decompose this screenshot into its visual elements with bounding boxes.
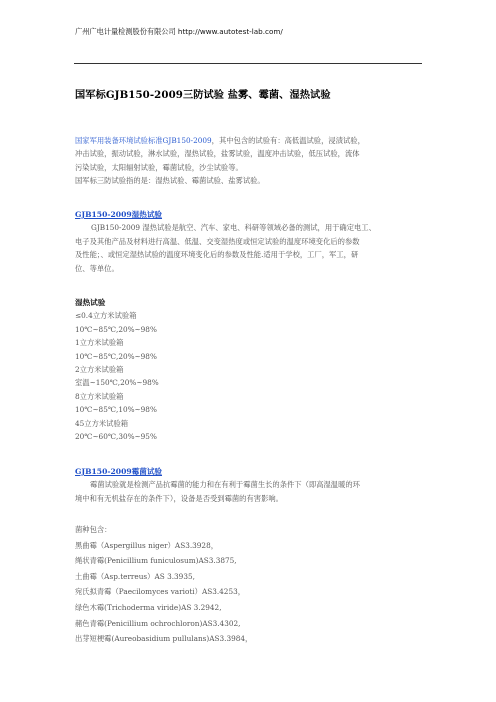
strain-item: 赭色青霉(Penicillium ochrochloron)AS3.4302, xyxy=(75,618,241,628)
humid-list-heading: 湿热试验 xyxy=(75,298,106,307)
chamber-item: 2立方米试验箱 xyxy=(75,365,124,375)
humid-para-line-2: 电子及其他产品及材料进行高温、低温、交变湿热度或恒定试验的温度环境变化后的参数 xyxy=(75,236,360,246)
intro-line-1 xyxy=(75,134,365,147)
strain-list-heading: 菌种包含： xyxy=(75,525,112,534)
humid-test-section xyxy=(75,208,376,275)
chamber-item: 8立方米试验箱 xyxy=(75,391,124,401)
humid-para-line-3: 及性能；、或恒定湿热试验的温度环境变化后的参数及性能.适用于学校，工厂，军工，研 xyxy=(75,250,359,260)
humid-test-heading-link[interactable]: GJB150-2009湿热试验 xyxy=(75,210,163,219)
intro-line-1-text: ，其中包含的试验有：高低温试验，浸渍试验， xyxy=(211,136,365,145)
mold-test-heading-link[interactable]: GJB150-2009霉菌试验 xyxy=(75,467,163,476)
intro-line-3: 污染试验，太阳辐射试验，霉菌试验，沙尘试验等。 xyxy=(75,162,243,172)
chamber-item: 45立方米试验箱 xyxy=(75,418,129,428)
humid-chamber-list xyxy=(75,296,159,443)
mold-para-line-2: 境中和有无机盐存在的条件下），设备是否受到霉菌的有害影响。 xyxy=(75,493,283,503)
chamber-item: 10℃~85℃,10%~98% xyxy=(75,405,157,415)
strain-item: 宛氏拟青霉（Paecilomyces varioti）AS3.4253， xyxy=(75,587,246,597)
humid-para-line-1: GJB150-2009 湿热试验是航空、汽车、家电、科研等领域必备的测试，用于确定电工、 xyxy=(91,223,376,233)
strain-item: 绿色木霉(Trichoderma viride)AS 3.2942, xyxy=(75,602,222,612)
strain-item: 黑曲霉（Aspergillus niger）AS3.3928， xyxy=(75,540,219,550)
chamber-item: ≤0.4立方米试验箱 xyxy=(75,311,137,321)
chamber-item: 10℃~85℃,20%~98% xyxy=(75,324,157,334)
header-divider xyxy=(74,63,422,64)
chamber-item: 1立方米试验箱 xyxy=(75,338,124,348)
document-title: 国军标GJB150-2009三防试验 盐雾、霉菌、湿热试验 xyxy=(75,89,331,101)
intro-line-2: 冲击试验，振动试验，淋水试验，湿热试验，盐雾试验，温度冲击试验，低压试验，流体 xyxy=(75,149,360,159)
chamber-item: 10℃~85℃,20%~98% xyxy=(75,351,157,361)
mold-test-section xyxy=(75,465,360,505)
strain-item: 出芽短梗霉(Aureobasidium pullulans)AS3.3984， xyxy=(75,634,253,644)
humid-para-line-4: 位、等单位。 xyxy=(75,263,119,273)
strain-item: 土曲霉（Asp.terreus）AS 3.3935, xyxy=(75,571,195,581)
intro-line-4: 国军标三防试验指的是：湿热试验、霉菌试验、盐雾试验。 xyxy=(75,176,265,186)
mold-para-line-1: 霉菌试验就是检测产品抗霉菌的能力和在有利于霉菌生长的条件下（即高湿温暖的环 xyxy=(90,480,360,490)
intro-paragraph xyxy=(75,134,365,188)
chamber-item: 室温~150℃,20%~98% xyxy=(75,378,159,388)
strain-item: 绳状青霉(Penicillium funiculosum)AS3.3875, xyxy=(75,556,237,566)
standard-link[interactable]: 国家军用装备环境试验标准GJB150-2009 xyxy=(75,136,212,145)
page-header-text: 广州广电计量检测股份有限公司 http://www.autotest-lab.com/ xyxy=(75,27,283,36)
chamber-item: 20℃~60℃,30%~95% xyxy=(75,432,157,442)
strain-list xyxy=(75,522,252,647)
